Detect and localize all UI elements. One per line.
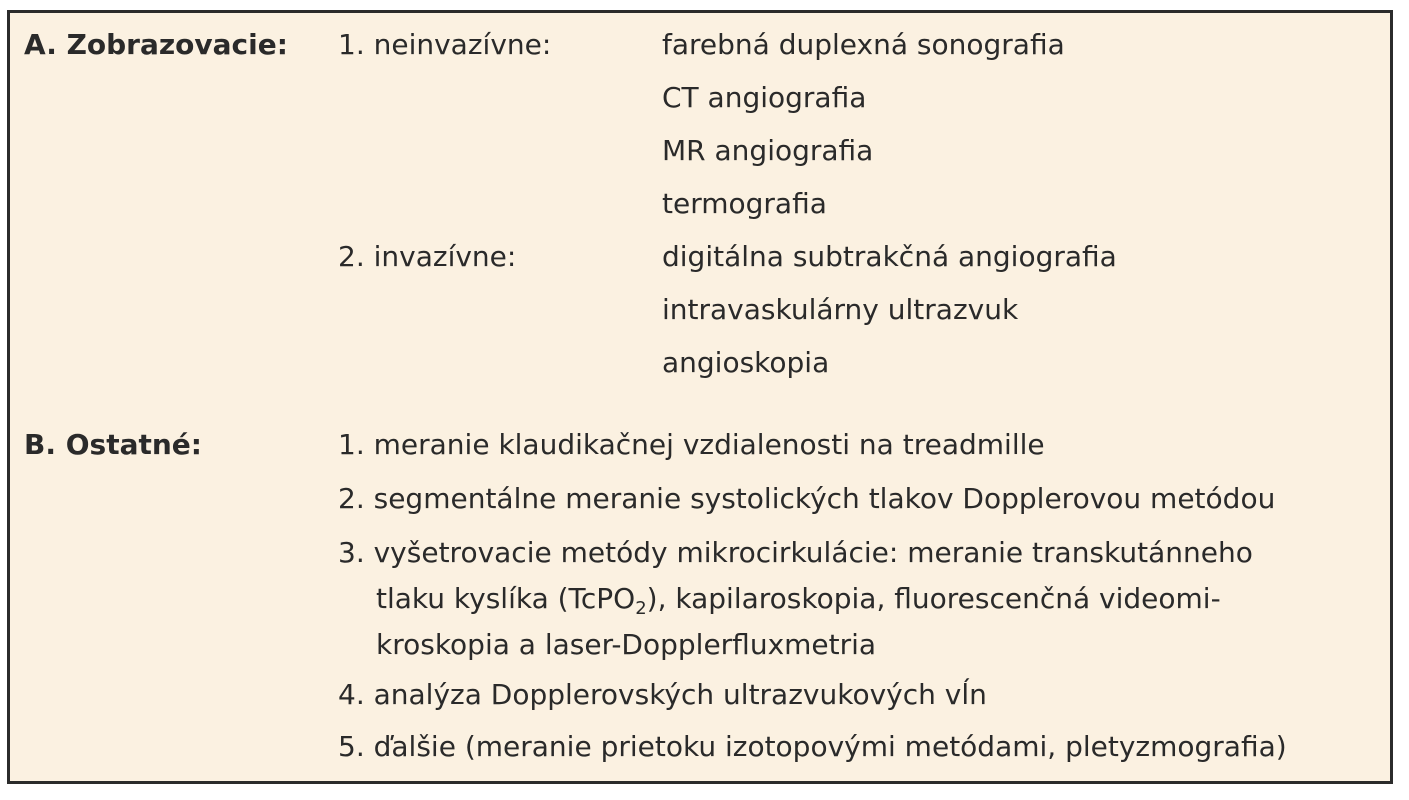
group-invasive-label: 2. invazívne: xyxy=(338,240,517,273)
group-noninvasive-label: 1. neinvazívne: xyxy=(338,28,552,61)
list-item: 2. segmentálne meranie systolických tlakov Dopplerovou metódou xyxy=(338,482,1276,515)
tcpo-suffix: ), kapilaroskopia, fluorescenčná videomi- xyxy=(646,582,1221,615)
list-item: intravaskulárny ultrazvuk xyxy=(662,293,1019,326)
subscript-two: 2 xyxy=(635,598,647,619)
section-b-label: B. Ostatné: xyxy=(24,428,202,461)
tcpo-prefix: tlaku kyslíka (TcPO xyxy=(376,582,636,615)
info-box xyxy=(7,10,1393,784)
list-item: 3. vyšetrovacie metódy mikrocirkulácie: meranie transkutánneho xyxy=(338,536,1253,569)
list-item: termografia xyxy=(662,187,827,220)
list-item: MR angiografia xyxy=(662,134,874,167)
list-item: digitálna subtrakčná angiografia xyxy=(662,240,1117,273)
list-item: 1. meranie klaudikačnej vzdialenosti na treadmille xyxy=(338,428,1045,461)
list-item-continuation xyxy=(376,582,1221,619)
list-item: 5. ďalšie (meranie prietoku izotopovými metódami, pletyzmografia) xyxy=(338,730,1287,763)
list-item-continuation: kroskopia a laser-Dopplerfluxmetria xyxy=(376,628,877,661)
list-item: CT angiografia xyxy=(662,81,867,114)
list-item: 4. analýza Dopplerovských ultrazvukových vĺn xyxy=(338,678,987,711)
list-item: farebná duplexná sonografia xyxy=(662,28,1065,61)
list-item: angioskopia xyxy=(662,346,830,379)
section-a-label: A. Zobrazovacie: xyxy=(24,28,288,61)
